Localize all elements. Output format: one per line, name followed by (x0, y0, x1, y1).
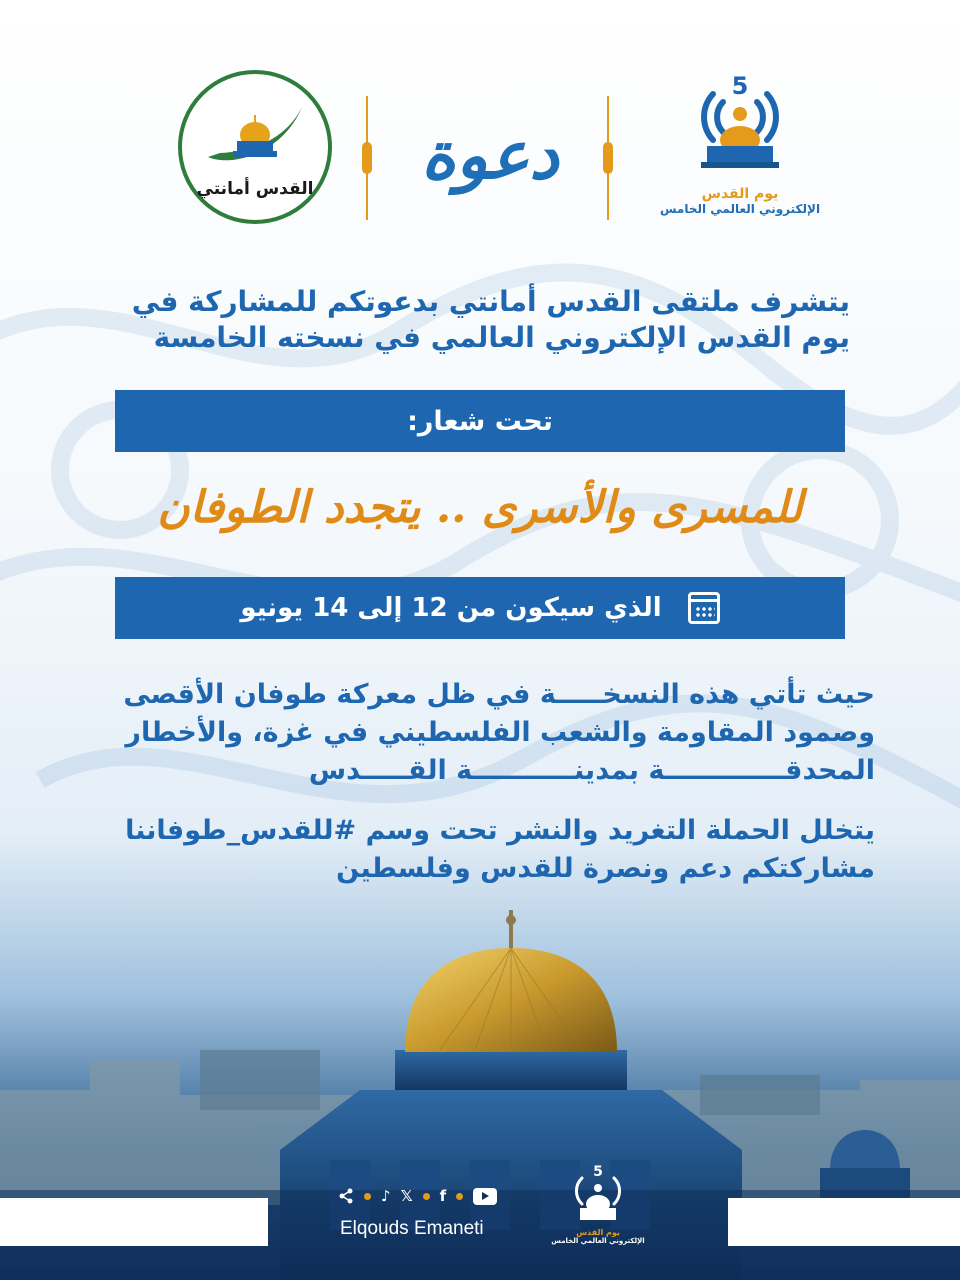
youtube-icon[interactable] (473, 1188, 497, 1205)
footer-white-bar-left (0, 1198, 268, 1246)
footer-white-bar-right (728, 1198, 960, 1246)
tiktok-icon[interactable]: ♪ (381, 1187, 391, 1205)
social-icons-row (338, 1184, 538, 1208)
body-line-5: مشاركتكم دعم ونصرة للقدس وفلسطين (336, 853, 875, 884)
quds-day-logo (650, 70, 830, 230)
body-line-3: المحدقـــــــــــــة بمدينـــــــــــة القـــــدس (308, 755, 875, 786)
divider-right (606, 96, 610, 220)
facebook-icon[interactable]: f (439, 1187, 447, 1205)
footer-logo-line2: الإلكتروني العالمي الخامس (551, 1237, 645, 1245)
social-handle: Elqouds Emaneti (340, 1218, 484, 1239)
date-text: الذي سيكون من 12 إلى 14 يونيو (240, 593, 662, 623)
intro-line-2: يوم القدس الإلكتروني العالمي في نسخته الخامسة (153, 321, 850, 354)
event-logo-line1: يوم القدس (701, 186, 779, 202)
calendar-icon (688, 592, 720, 624)
slogan: للمسرى والأسرى .. يتجدد الطوفان (157, 482, 803, 533)
footer-event-logo (548, 1162, 648, 1262)
invitation-title: دعوة (421, 116, 559, 194)
header (0, 70, 960, 240)
body-line-1: حيث تأتي هذه النسخـــــة في ظل معركة طوفان الأقصى (123, 679, 875, 710)
intro-text (110, 284, 850, 356)
divider-left (365, 96, 369, 220)
intro-line-1: يتشرف ملتقى القدس أمانتي بدعوتكم للمشاركة في (131, 285, 850, 318)
broadcast-dome-icon (685, 70, 795, 180)
date-band (115, 577, 845, 639)
footer-logo-number: 5 (593, 1164, 603, 1180)
separator-dot (364, 1193, 371, 1200)
body-line-2: وصمود المقاومة والشعب الفلسطيني في غزة، والأخطار (125, 717, 875, 748)
body-paragraph (95, 676, 875, 790)
body-line-4: يتخلل الحملة التغريد والنشر تحت وسم #للقدس_طوفاننا (125, 815, 875, 846)
event-logo-line2: الإلكتروني العالمي الخامس (659, 202, 821, 216)
footer-logo-line1: يوم القدس (576, 1228, 620, 1237)
emaneti-logo (178, 70, 332, 224)
emaneti-logo-text: القدس أمانتي (196, 179, 314, 199)
dome-swoosh-icon (200, 95, 310, 173)
separator-dot (456, 1193, 463, 1200)
broadcast-dome-icon (568, 1162, 628, 1224)
share-icon[interactable] (338, 1188, 354, 1204)
slogan-label-band (115, 390, 845, 452)
separator-dot (423, 1193, 430, 1200)
x-icon[interactable]: 𝕏 (400, 1187, 413, 1205)
slogan-label: تحت شعار: (407, 405, 553, 437)
event-number: 5 (731, 72, 749, 100)
hashtag-paragraph (95, 812, 875, 888)
